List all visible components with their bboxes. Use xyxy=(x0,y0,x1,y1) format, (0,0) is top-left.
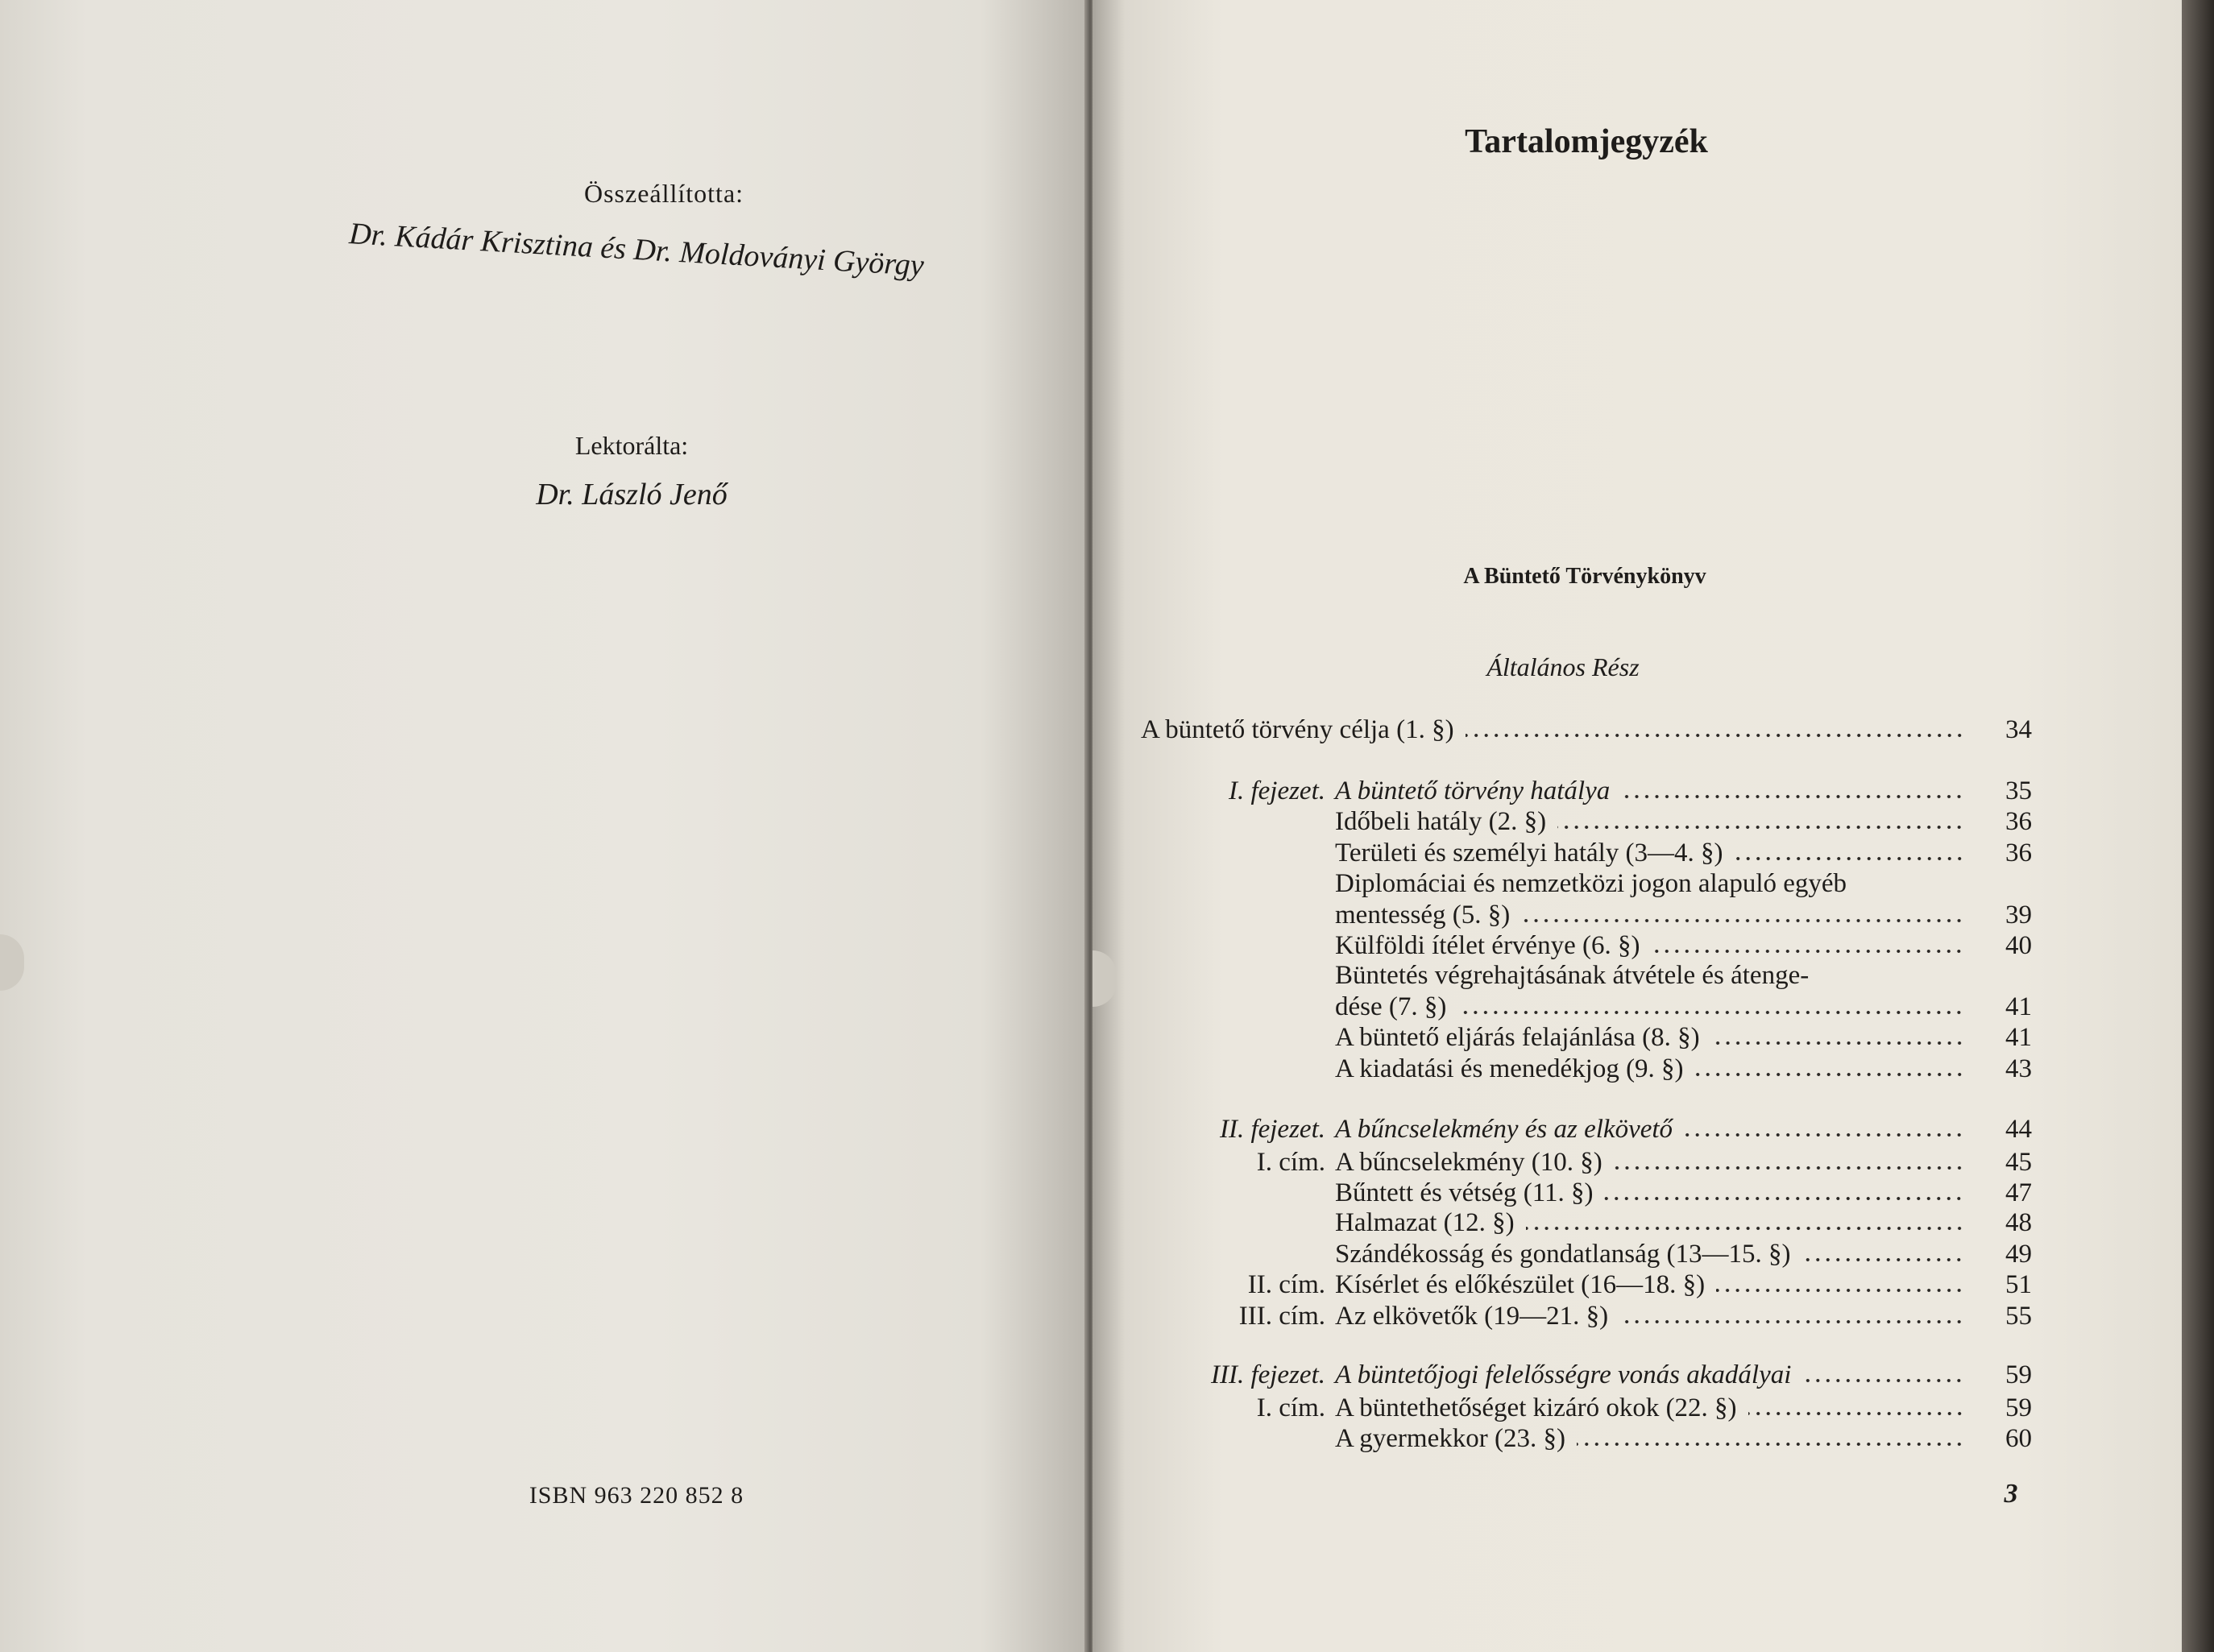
reviewed-by-label: Lektorálta: xyxy=(574,431,689,460)
toc-leader-dots xyxy=(1614,1164,1964,1172)
toc-leader-dots xyxy=(1557,823,1964,831)
toc-entry xyxy=(1141,1360,2032,1390)
toc-entry-title: Bűntett és vétség (11. §) xyxy=(1335,1178,1594,1207)
toc-entry-page: 48 xyxy=(2005,1208,2032,1237)
left-page xyxy=(0,0,1089,1652)
toc-entry-title: mentesség (5. §) xyxy=(1335,901,1511,930)
toc-entry xyxy=(1141,1178,2032,1208)
toc-entry xyxy=(1141,1207,2032,1238)
toc-entry-label: II. fejezet. xyxy=(1219,1115,1325,1144)
toc-entry-page: 51 xyxy=(2005,1270,2032,1299)
toc-entry xyxy=(1141,1301,2032,1331)
toc-entry-page: 55 xyxy=(2005,1302,2032,1331)
toc-entry-label: III. fejezet. xyxy=(1210,1360,1325,1389)
toc-leader-dots xyxy=(1619,1318,1964,1326)
toc-entry xyxy=(1141,900,2032,930)
toc-entry-title: Diplomáciai és nemzetközi jogon alapuló egyéb xyxy=(1335,869,1847,898)
toc-entry-title: dése (7. §) xyxy=(1335,992,1447,1021)
toc-leader-dots xyxy=(1466,731,1964,739)
toc-entry-label: III. cím. xyxy=(1238,1302,1325,1331)
toc-entry-title: A büntethetőséget kizáró okok (22. §) xyxy=(1335,1393,1737,1422)
toc-entry-title: A gyermekkor (23. §) xyxy=(1335,1424,1565,1453)
toc-leader-dots xyxy=(1604,1194,1964,1203)
toc-entry-title: Szándékosság és gondatlanság (13—15. §) xyxy=(1335,1240,1791,1269)
toc-entry xyxy=(1141,776,2032,806)
toc-entry-page: 60 xyxy=(2005,1424,2032,1453)
toc-entry xyxy=(1141,1423,2032,1454)
toc-entry xyxy=(1141,1239,2032,1269)
toc-entry-title: A büntetőjogi felelősségre vonás akadályai xyxy=(1335,1360,1792,1389)
toc-leader-dots xyxy=(1684,1131,1964,1139)
toc-entry xyxy=(1141,714,2032,745)
toc-leader-dots xyxy=(1521,917,1964,925)
toc-entry-page: 41 xyxy=(2005,992,2032,1021)
background-edge xyxy=(2182,0,2214,1652)
toc-entry-title: Büntetés végrehajtásának átvétele és átenge- xyxy=(1335,961,1810,990)
toc-entry xyxy=(1141,838,2032,868)
toc-entry-title: A büntető eljárás felajánlása (8. §) xyxy=(1335,1023,1700,1052)
toc-entry-title: Külföldi ítélet érvénye (6. §) xyxy=(1335,931,1640,960)
toc-entry xyxy=(1141,1022,2032,1053)
toc-entry xyxy=(1141,992,2032,1022)
toc-entry-page: 47 xyxy=(2005,1178,2032,1207)
toc-entry xyxy=(1141,960,2032,991)
part-title: Általános Rész xyxy=(1486,652,1640,681)
toc-entry-page: 44 xyxy=(2005,1115,2032,1144)
toc-entry xyxy=(1141,1393,2032,1423)
toc-entry-page: 59 xyxy=(2005,1393,2032,1422)
toc-entry-page: 35 xyxy=(2005,776,2032,805)
reviewer: Dr. László Jenő xyxy=(536,478,728,511)
toc-entry-page: 36 xyxy=(2005,838,2032,867)
toc-title: Tartalomjegyzék xyxy=(1465,123,1708,160)
toc-leader-dots xyxy=(1711,1039,1964,1047)
toc-entry-label: I. cím. xyxy=(1256,1148,1325,1177)
toc-leader-dots xyxy=(1526,1224,1964,1232)
toc-entry xyxy=(1141,1114,2032,1145)
page-number: 3 xyxy=(2004,1479,2018,1509)
toc-entry-title: A bűncselekmény (10. §) xyxy=(1335,1148,1602,1177)
toc-entry-title: Halmazat (12. §) xyxy=(1335,1208,1515,1237)
toc-entry-page: 40 xyxy=(2005,931,2032,960)
toc-entry-label: I. cím. xyxy=(1256,1393,1325,1422)
toc-leader-dots xyxy=(1802,1377,1964,1385)
toc-entry-page: 34 xyxy=(2005,715,2032,744)
toc-leader-dots xyxy=(1577,1440,1964,1448)
toc-leader-dots xyxy=(1801,1256,1964,1264)
toc-entry xyxy=(1141,1269,2032,1300)
toc-entry-page: 39 xyxy=(2005,901,2032,930)
toc-entry-title: Területi és személyi hatály (3—4. §) xyxy=(1335,838,1723,867)
toc-entry-label: I. fejezet. xyxy=(1228,776,1325,805)
toc-entry-page: 45 xyxy=(2005,1148,2032,1177)
toc-leader-dots xyxy=(1457,1008,1964,1016)
toc-entry-title: A büntető törvény hatálya xyxy=(1335,776,1611,805)
toc-leader-dots xyxy=(1651,947,1964,955)
toc-entry-page: 59 xyxy=(2005,1360,2032,1389)
toc-entry-page: 36 xyxy=(2005,807,2032,836)
toc-entry-page: 43 xyxy=(2005,1054,2032,1083)
toc-leader-dots xyxy=(1748,1410,1964,1418)
toc-leader-dots xyxy=(1716,1286,1964,1294)
code-title: A Büntető Törvénykönyv xyxy=(1463,564,1706,589)
compiled-by-label: Összeállította: xyxy=(583,179,744,208)
toc-entry-title: Az elkövetők (19—21. §) xyxy=(1335,1302,1609,1331)
toc-entry xyxy=(1141,930,2032,961)
toc-leader-dots xyxy=(1735,855,1964,863)
toc-entry-page: 49 xyxy=(2005,1240,2032,1269)
toc-entry xyxy=(1141,868,2032,899)
authors: Dr. Kádár Krisztina és Dr. Moldoványi György xyxy=(348,217,925,283)
toc-entry xyxy=(1141,1054,2032,1084)
page-notch xyxy=(0,934,24,991)
page-notch xyxy=(1092,950,1117,1007)
toc-entry-title: Kísérlet és előkészület (16—18. §) xyxy=(1335,1270,1706,1299)
toc-entry-title: A kiadatási és menedékjog (9. §) xyxy=(1335,1054,1684,1083)
toc-entry xyxy=(1141,1147,2032,1178)
toc-entry xyxy=(1141,806,2032,837)
toc-entry-title: A bűncselekmény és az elkövető xyxy=(1335,1115,1673,1144)
toc-leader-dots xyxy=(1695,1070,1964,1079)
toc-entry-page: 41 xyxy=(2005,1023,2032,1052)
toc-entry-title: Időbeli hatály (2. §) xyxy=(1335,807,1547,836)
toc-entry-label: II. cím. xyxy=(1247,1270,1325,1299)
toc-entry-title: A büntető törvény célja (1. §) xyxy=(1141,715,1454,744)
toc-leader-dots xyxy=(1621,793,1964,801)
isbn: ISBN 963 220 852 8 xyxy=(529,1482,744,1509)
